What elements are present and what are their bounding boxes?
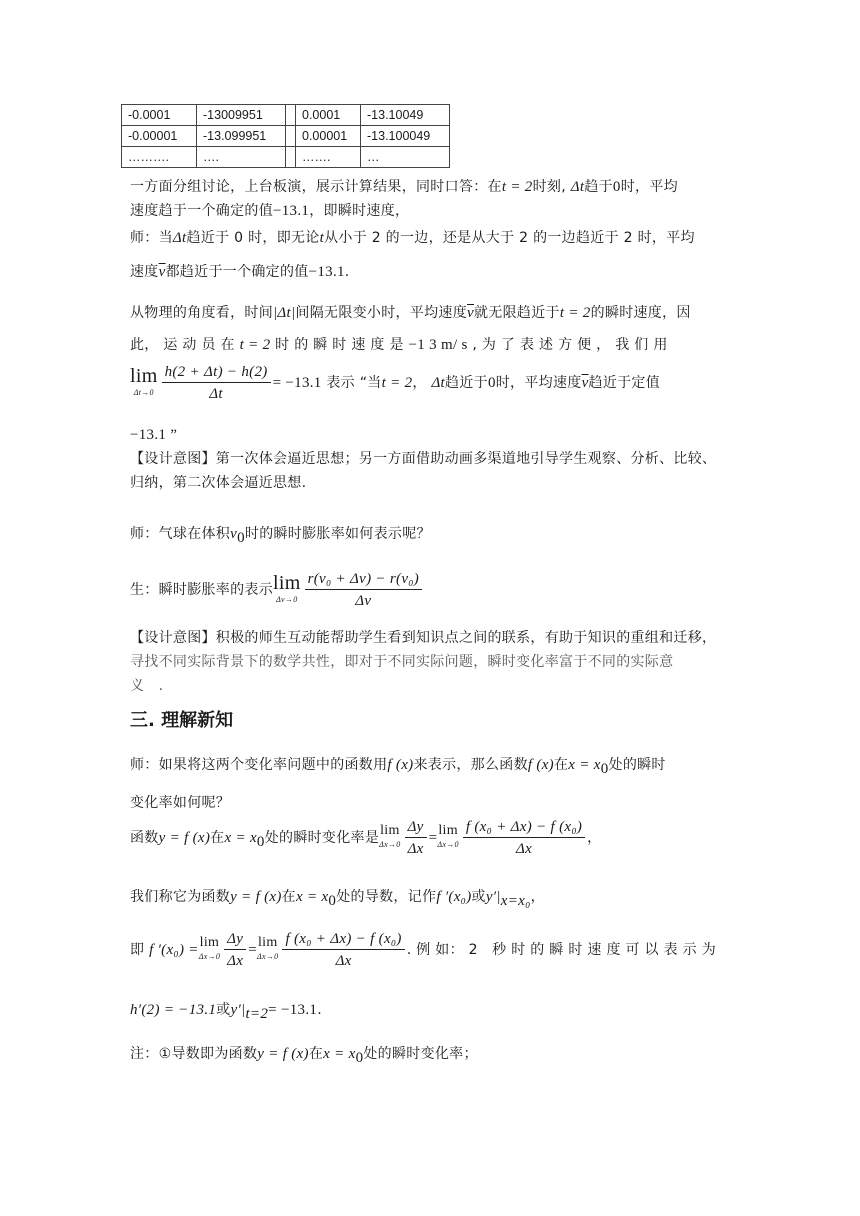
table-cell <box>286 126 296 147</box>
limit-operator: lim Δt→0 <box>130 365 158 397</box>
paragraph-limit-expression: lim Δt→0 $\frac{h(2 + \Delta t) - h(2)}{\Delta t}$ = −13.1 表示 “当t = 2， Δt趋近于0时，平均速度$\overline{v}$趋近于定值 <box>130 364 661 402</box>
table-cell: 0.0001 <box>296 105 361 126</box>
table-row <box>122 105 450 126</box>
paragraph-design-intent-1: 【设计意图】第一次体会逼近思想；另一方面借助动画多渠道地引导学生观察、分析、比较、归纳，第二次体会逼近思想. <box>130 451 717 491</box>
limit-operator: lim Δx→0 <box>198 935 221 961</box>
fraction: $\frac{h(2 + \Delta t) - h(2)}{\Delta t}$ <box>162 363 271 403</box>
paragraph-derivative-definition: 即 f ′(x₀) = lim Δx→0 $\frac{\Delta y}{\Delta x}$ = lim Δx→0 $\frac{\text{f (x₀ + Δx) − f (x₀)}}{\Delta x}$ . 例 如： 2 秒 时 的 瞬 时 速 度 可 以 表 示 为 <box>130 931 716 969</box>
fraction: $\frac{\text{f (x₀ + Δx) − f (x₀)}}{\Delta x}$ <box>463 818 585 858</box>
table-cell: ………. <box>122 147 197 168</box>
table-cell: … <box>361 147 450 168</box>
fraction: $\frac{\Delta y}{\Delta x}$ <box>224 930 246 970</box>
paragraph-limit-value: −13.1 ” <box>130 427 178 443</box>
paragraph-group-discussion: 一方面分组讨论，上台板演，展示计算结果，同时口答：在t = 2时刻, Δt趋于0时，平均 速度趋于一个确定的值−13.1，即瞬时速度， <box>130 179 678 219</box>
table-cell: -13.100049 <box>361 126 450 147</box>
limit-operator: lim Δx→0 <box>379 823 401 849</box>
fraction: $\frac{\text{f (x₀ + Δx) − f (x₀)}}{\Delta x}$ <box>282 930 404 970</box>
limit-operator: lim Δx→0 <box>257 935 279 961</box>
fraction: $\frac{\text{r(v₀ + Δv) − r(v₀)}}{\Delta v}$ <box>305 570 423 610</box>
data-table <box>121 104 450 168</box>
fraction: $\frac{\Delta y}{\Delta x}$ <box>405 818 427 858</box>
table-cell <box>286 147 296 168</box>
table-cell: -13.099951 <box>197 126 286 147</box>
paragraph-instant-rate-definition: 函数y = f (x)在$x = x_0$处的瞬时变化率是 lim Δx→0 $\frac{\Delta y}{\Delta x}$ = lim Δx→0 $\frac{\text{f (x₀ + Δx) − f (x₀)}}{\Delta x}$ ， <box>130 819 602 857</box>
table-row <box>122 147 450 168</box>
limit-operator: lim Δv→0 <box>273 572 301 604</box>
table-cell: ……. <box>296 147 361 168</box>
table-cell: -13009951 <box>197 105 286 126</box>
table-cell <box>286 105 296 126</box>
paragraph-design-intent-2: 【设计意图】积极的师生互动能帮助学生看到知识点之间的联系，有助于知识的重组和迁移， 寻找不同实际背景下的数学共性，即对于不同实际问题，瞬时变化率富于不同的实际意 义 . <box>130 630 717 694</box>
paragraph-general-function: 师：如果将这两个变化率问题中的函数用f (x)来表示，那么函数f (x)在$x = x_0$处的瞬时 变化率如何呢？ <box>130 757 666 811</box>
paragraph-balloon-question: 师：气球在体积$v_0$时的瞬时膨胀率如何表示呢？ <box>130 526 431 546</box>
paragraph-example-value: h′(2) = −13.1或$y'|_{t=2}= -13.1$. <box>130 1002 322 1022</box>
table-cell: -0.0001 <box>122 105 197 126</box>
limit-operator: lim Δx→0 <box>437 823 459 849</box>
section-heading: 三. 理解新知 <box>130 710 234 731</box>
table-cell: …. <box>197 147 286 168</box>
paragraph-derivative-notation: 我们称它为函数y = f (x)在$x = x_0$处的导数，记作f ′(x₀)或$y'|_{x=x_0}$， <box>130 889 545 909</box>
paragraph-note: 注：①导数即为函数y = f (x)在$x = x_0$处的瞬时变化率； <box>130 1046 478 1066</box>
table-cell: -0.00001 <box>122 126 197 147</box>
table-row <box>122 126 450 147</box>
paragraph-physics-view: 从物理的角度看，时间|Δt|间隔无限变小时，平均速度$\overline{v}$就无限趋近于t = 2的瞬时速度，因 此， 运 动 员 在 t = 2 时 的 瞬 时 速 度 是 −1 3 m/ s , 为 了 表 述 方 便 ， 我 们 用 <box>130 305 691 353</box>
paragraph-teacher-explains: 师：当Δt趋近于 0 时，即无论t从小于 2 的一边，还是从大于 2 的一边趋近于 2 时，平均 速度$\overline{v}$都趋近于一个确定的值−13.1. <box>130 230 695 280</box>
paragraph-student-answer: 生：瞬时膨胀率的表示 lim Δv→0 $\frac{\text{r(v₀ + Δv) − r(v₀)}}{\Delta v}$ <box>130 570 730 610</box>
table-cell: 0.00001 <box>296 126 361 147</box>
table-cell: -13.10049 <box>361 105 450 126</box>
